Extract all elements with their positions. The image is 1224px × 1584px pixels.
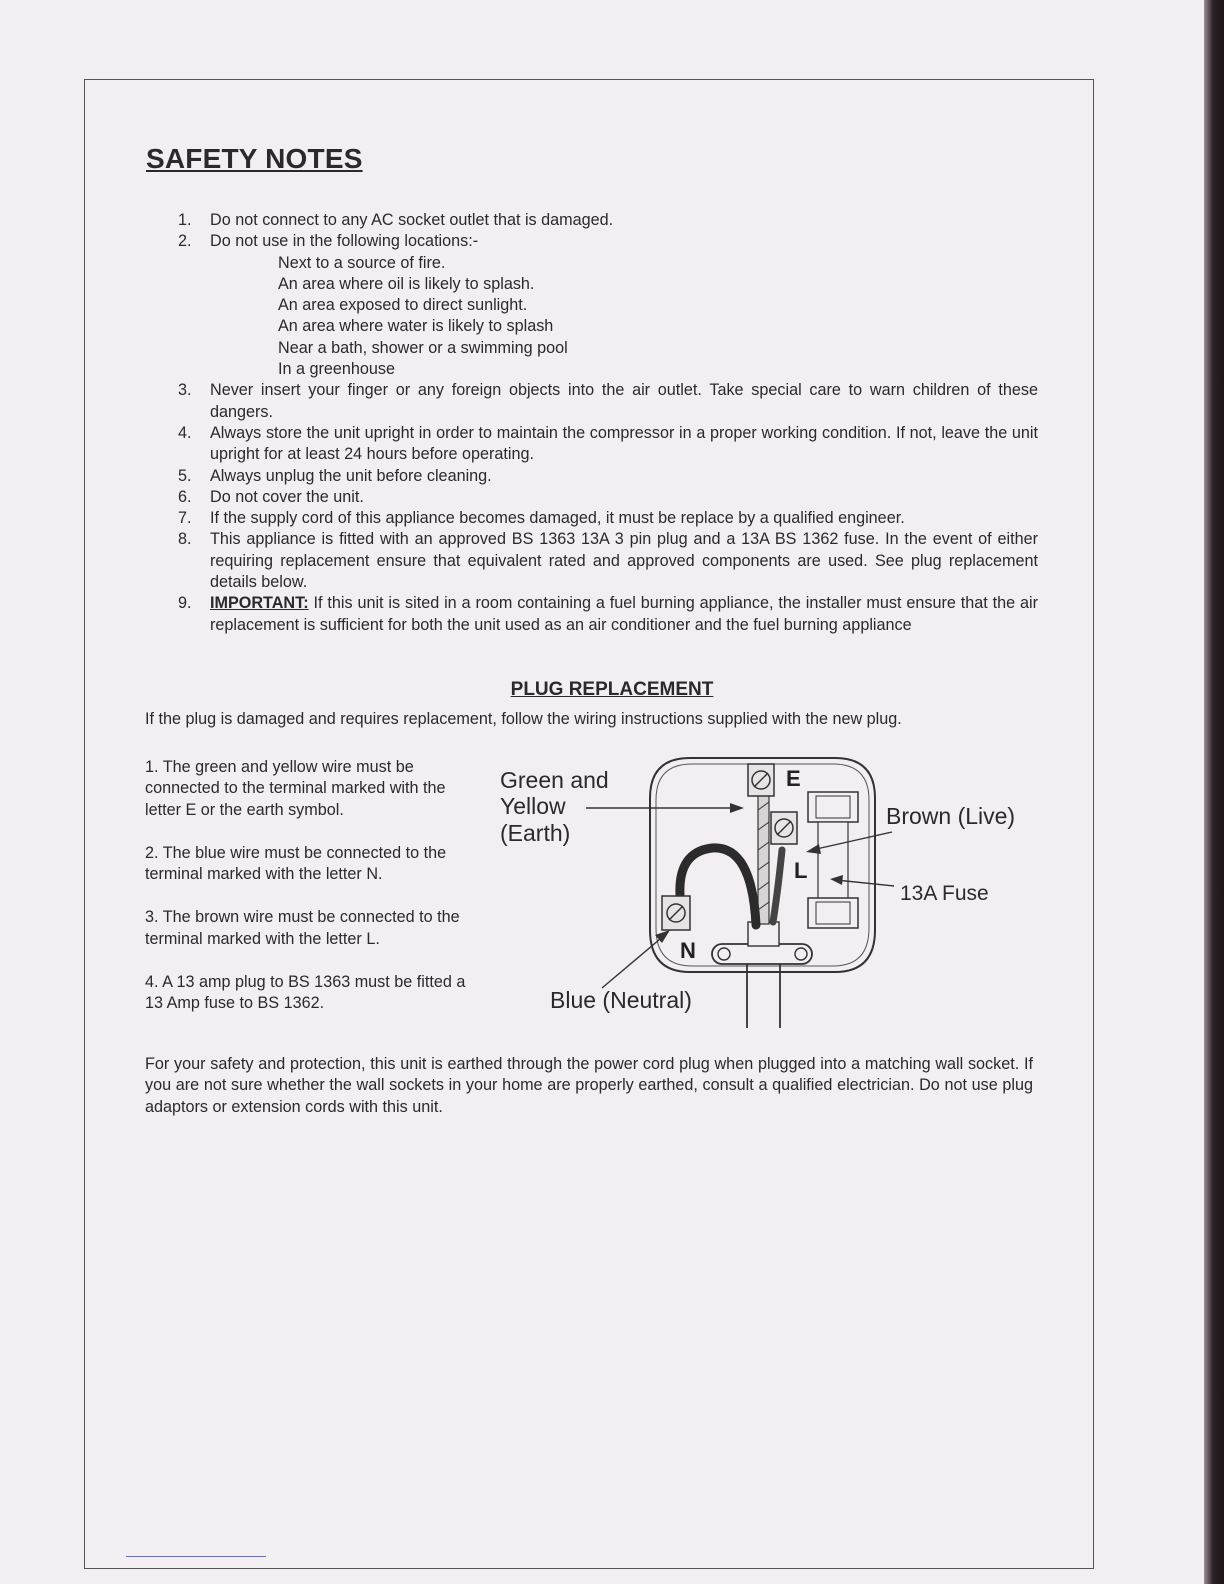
note-number: 5. <box>178 466 192 485</box>
location-item: Next to a source of fire. <box>278 253 446 272</box>
live-wire <box>773 850 782 922</box>
terminal-l-label: L <box>794 858 808 883</box>
plug-intro-text: If the plug is damaged and requires replacement, follow the wiring instructions supplied with the new plug. <box>145 710 902 728</box>
wiring-step: 3. The brown wire must be connected to the terminal marked with the letter L. <box>145 908 460 948</box>
note-number: 6. <box>178 487 192 506</box>
neutral-label: Blue (Neutral) <box>550 987 692 1013</box>
note-item <box>172 466 1038 487</box>
earth-label: Green and Yellow (Earth) <box>500 767 609 846</box>
neutral-wire <box>680 848 756 925</box>
note-text <box>210 593 1038 636</box>
important-text: If this unit is sited in a room containing a fuel burning appliance, the installer must ensure that the air replacement is sufficient for both the unit used as an air conditioner and the fuel burning appliance <box>210 594 1038 634</box>
plug-wiring-diagram <box>490 750 1050 1035</box>
scan-edge <box>1204 0 1224 1584</box>
location-item: An area where water is likely to splash <box>278 317 554 336</box>
important-label: IMPORTANT: <box>210 594 309 613</box>
note-item <box>172 529 1038 593</box>
note-number: 3. <box>178 381 192 400</box>
note-text: If the supply cord of this appliance becomes damaged, it must be replace by a qualified engineer. <box>210 509 905 528</box>
note-item <box>172 508 1038 529</box>
note-number: 4. <box>178 423 192 442</box>
note-item <box>172 231 1038 252</box>
plug-replacement-heading: PLUG REPLACEMENT <box>510 679 714 700</box>
footer-rule <box>126 1556 266 1557</box>
fuse-body <box>818 822 848 900</box>
location-item: An area where oil is likely to splash. <box>278 274 535 293</box>
note-item <box>172 210 1038 231</box>
note-item <box>172 423 1038 466</box>
note-text: Do not cover the unit. <box>210 487 364 506</box>
note-text: Never insert your finger or any foreign objects into the air outlet. Take special care to warn children of these dangers. <box>210 381 1038 421</box>
wiring-step: 4. A 13 amp plug to BS 1363 must be fitted a 13 Amp fuse to BS 1362. <box>145 973 466 1013</box>
note-item <box>172 380 1038 423</box>
note-text: Always store the unit upright in order to maintain the compressor in a proper working condition. If not, leave the unit upright for at least 24 hours before operating. <box>210 423 1038 464</box>
terminal-e-label: E <box>786 766 801 791</box>
location-item: In a greenhouse <box>278 360 396 379</box>
location-list <box>172 253 1038 381</box>
note-number: 2. <box>178 232 192 251</box>
note-number: 1. <box>178 211 192 229</box>
note-text: Do not use in the following locations:- <box>210 232 479 251</box>
fuse-label: 13A Fuse <box>900 882 989 905</box>
cord-grip <box>712 944 812 964</box>
location-item: Near a bath, shower or a swimming pool <box>278 338 568 357</box>
note-number: 9. <box>178 594 192 613</box>
wiring-step: 2. The blue wire must be connected to the terminal marked with the letter N. <box>145 843 447 884</box>
neutral-arrow <box>602 934 666 988</box>
safety-notes-list <box>172 210 1038 636</box>
note-text: Do not connect to any AC socket outlet that is damaged. <box>210 211 614 229</box>
note-item <box>172 487 1038 508</box>
live-label: Brown (Live) <box>886 803 1016 829</box>
location-item: An area exposed to direct sunlight. <box>278 296 528 315</box>
note-item <box>172 593 1038 636</box>
note-number: 8. <box>178 530 192 549</box>
note-text: This appliance is fitted with an approved BS 1363 13A 3 pin plug and a 13A BS 1362 fuse. In the event of either requiring replacement ensure that equivalent rated and approved components are used. See plug replacement details below. <box>210 530 1038 592</box>
terminal-n-label: N <box>680 938 696 963</box>
closing-paragraph: For your safety and protection, this unit is earthed through the power cord plug when plugged into a matching wall socket. If you are not sure whether the wall sockets in your home are properly earthed, consult a qualified electrician. Do not use plug adaptors or extension cords with this unit. <box>145 1055 1033 1116</box>
page-title: SAFETY NOTES <box>146 143 363 174</box>
wiring-steps <box>145 757 475 1037</box>
note-text: Always unplug the unit before cleaning. <box>210 466 492 485</box>
wiring-step: 1. The green and yellow wire must be connected to the terminal marked with the letter E or the earth symbol. <box>145 758 446 819</box>
note-number: 7. <box>178 509 192 528</box>
